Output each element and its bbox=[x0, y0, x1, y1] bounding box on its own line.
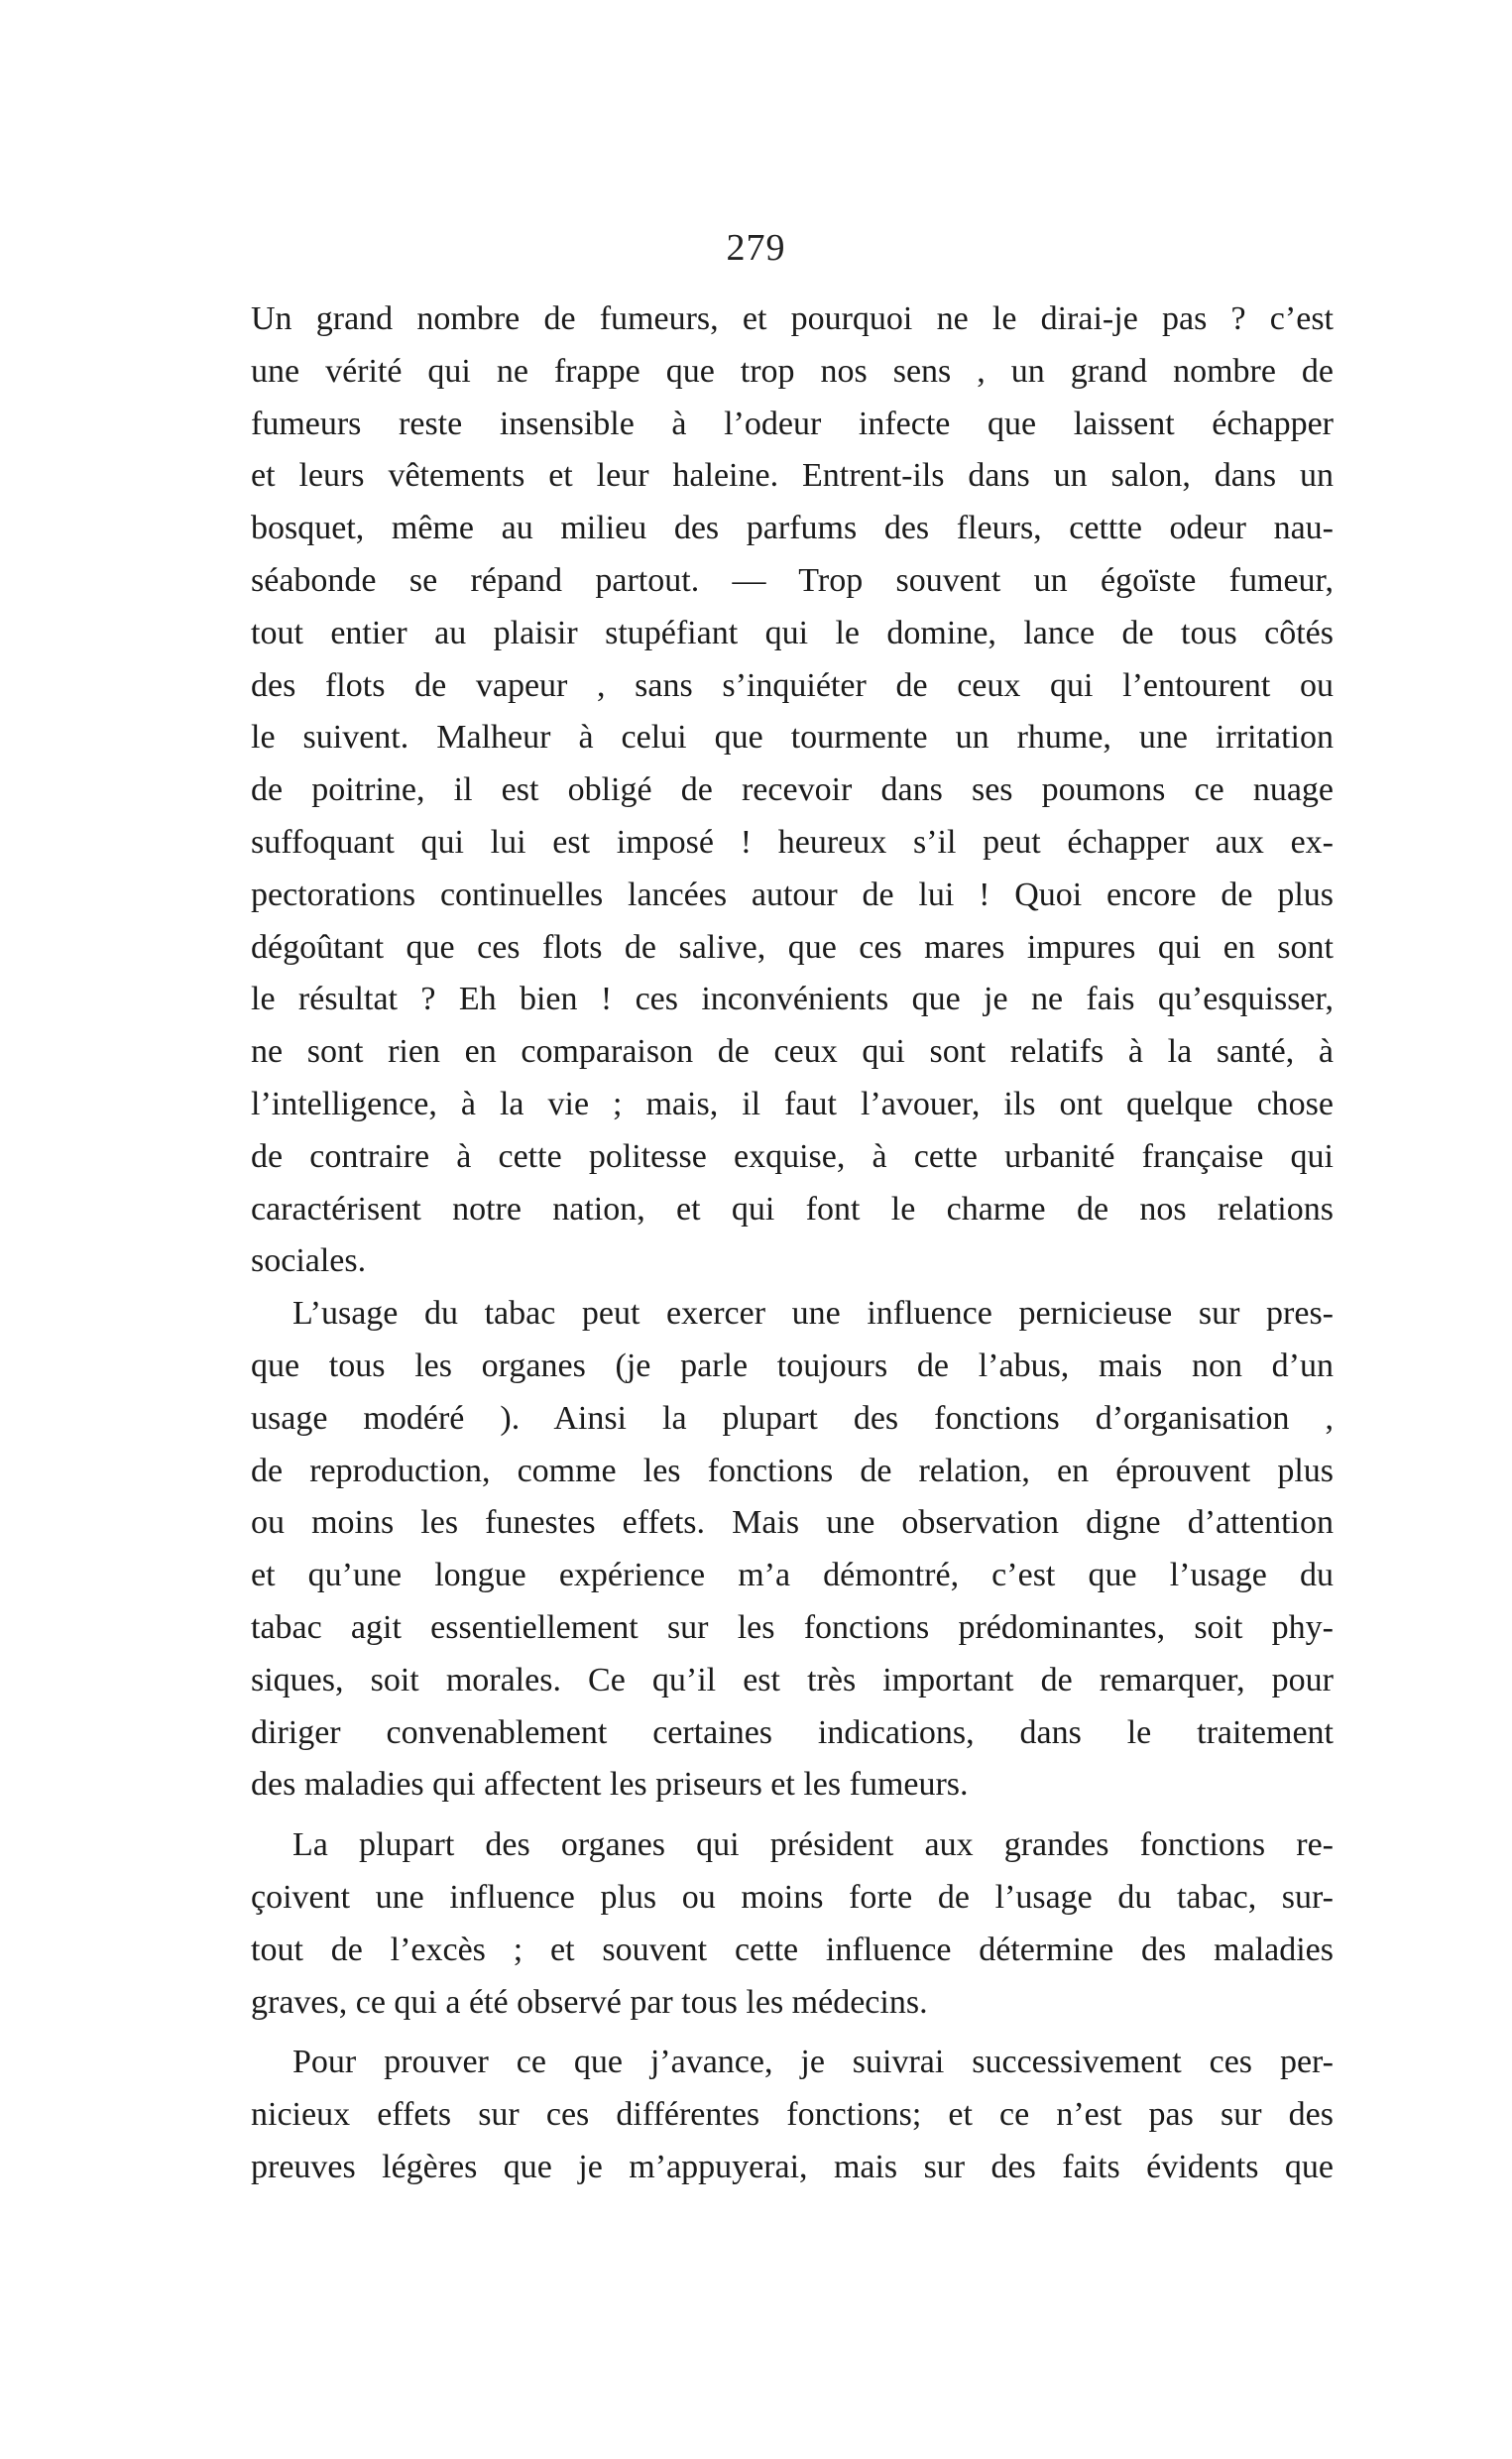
text-line: le résultat ? Eh bien ! ces inconvénients que je ne fais qu’esquisser, bbox=[251, 981, 1334, 1018]
text-line: L’usage du tabac peut exercer une influence pernicieuse sur pres- bbox=[292, 1295, 1334, 1333]
text-line: nicieux effets sur ces différentes fonctions; et ce n’est pas sur des bbox=[251, 2096, 1334, 2134]
text-line: de reproduction, comme les fonctions de relation, en éprouvent plus bbox=[251, 1452, 1334, 1489]
text-line: et leurs vêtements et leur haleine. Entrent-ils dans un salon, dans un bbox=[251, 457, 1334, 495]
text-line: Un grand nombre de fumeurs, et pourquoi ne le dirai-je pas ? c’est bbox=[251, 300, 1334, 337]
text-line: le suivent. Malheur à celui que tourmente un rhume, une irritation bbox=[251, 719, 1334, 757]
text-line: diriger convenablement certaines indications, dans le traitement bbox=[251, 1713, 1334, 1751]
text-line: ne sont rien en comparaison de ceux qui sont relatifs à la santé, à bbox=[251, 1033, 1334, 1071]
text-line: tout entier au plaisir stupéfiant qui le domine, lance de tous côtés bbox=[251, 614, 1334, 651]
paragraph-gap bbox=[251, 2029, 1334, 2037]
text-line: que tous les organes (je parle toujours de l’abus, mais non d’un bbox=[251, 1347, 1334, 1384]
text-line: sociales. bbox=[251, 1242, 367, 1280]
text-line: siques, soit morales. Ce qu’il est très important de remarquer, pour bbox=[251, 1661, 1334, 1698]
text-line: preuves légères que je m’appuyerai, mais sur des faits évidents que bbox=[251, 2148, 1334, 2185]
text-line: çoivent une influence plus ou moins forte de l’usage du tabac, sur- bbox=[251, 1878, 1334, 1916]
paragraph bbox=[251, 1288, 1334, 1812]
text-line: pectorations continuelles lancées autour de lui ! Quoi encore de plus bbox=[251, 876, 1334, 913]
text-line: et qu’une longue expérience m’a démontré, c’est que l’usage du bbox=[251, 1557, 1334, 1594]
text-line: graves, ce qui a été observé par tous les médecins. bbox=[251, 1983, 928, 2021]
text-line: fumeurs reste insensible à l’odeur infecte que laissent échapper bbox=[251, 405, 1334, 442]
text-line: de poitrine, il est obligé de recevoir dans ses poumons ce nuage bbox=[251, 771, 1334, 809]
text-line: tout de l’excès ; et souvent cette influence détermine des maladies bbox=[251, 1931, 1334, 1968]
text-line: séabonde se répand partout. — Trop souvent un égoïste fumeur, bbox=[251, 561, 1334, 599]
text-line: l’intelligence, à la vie ; mais, il faut l’avouer, ils ont quelque chose bbox=[251, 1085, 1334, 1122]
text-line: dégoûtant que ces flots de salive, que ces mares impures qui en sont bbox=[251, 928, 1334, 966]
text-line: tabac agit essentiellement sur les fonctions prédominantes, soit phy- bbox=[251, 1608, 1334, 1646]
text-line: Pour prouver ce que j’avance, je suivrai successivement ces per- bbox=[292, 2044, 1334, 2081]
body-text bbox=[251, 293, 1334, 2194]
paragraph-gap bbox=[251, 1812, 1334, 1819]
text-line: La plupart des organes qui président aux grandes fonctions re- bbox=[292, 1826, 1334, 1864]
text-line: suffoquant qui lui est imposé ! heureux s’il peut échapper aux ex- bbox=[251, 823, 1334, 861]
paragraph bbox=[251, 2037, 1334, 2193]
text-line: une vérité qui ne frappe que trop nos sens , un grand nombre de bbox=[251, 352, 1334, 390]
text-line: ou moins les funestes effets. Mais une observation digne d’attention bbox=[251, 1504, 1334, 1542]
text-line: de contraire à cette politesse exquise, à cette urbanité française qui bbox=[251, 1137, 1334, 1175]
text-line: caractérisent notre nation, et qui font le charme de nos relations bbox=[251, 1190, 1334, 1228]
text-line: bosquet, même au milieu des parfums des fleurs, cettte odeur nau- bbox=[251, 510, 1334, 547]
text-line: des maladies qui affectent les priseurs et les fumeurs. bbox=[251, 1766, 969, 1804]
paragraph bbox=[251, 293, 1334, 1288]
text-line: usage modéré ). Ainsi la plupart des fonctions d’organisation , bbox=[251, 1399, 1334, 1437]
paragraph bbox=[251, 1819, 1334, 2029]
page-number: 279 bbox=[726, 227, 786, 269]
text-line: des flots de vapeur , sans s’inquiéter de ceux qui l’entourent ou bbox=[251, 666, 1334, 704]
